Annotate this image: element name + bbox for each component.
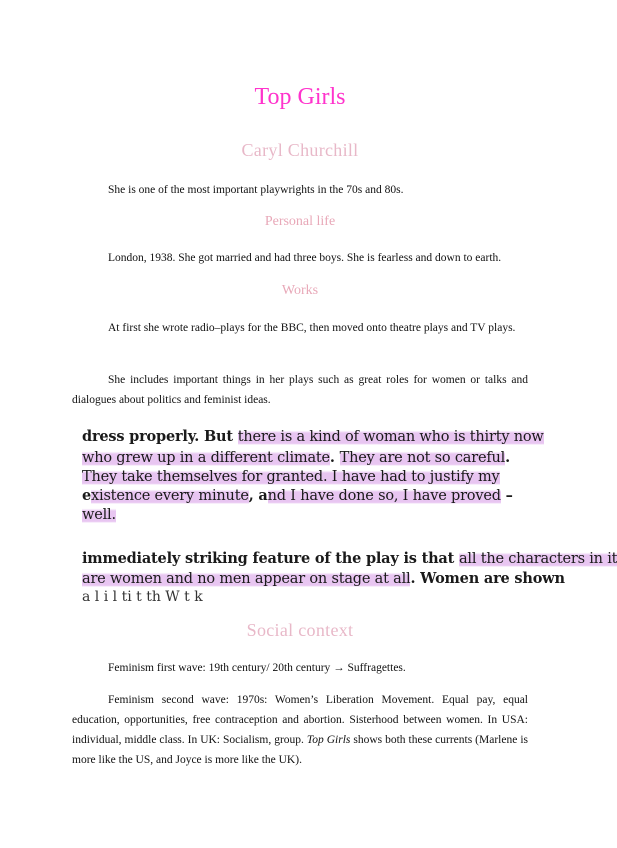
works-text-2: She includes important things in her plays such as great roles for women or talks and dialogues about politics and feminist ideas. xyxy=(72,374,528,406)
works-paragraph-2 xyxy=(72,370,528,410)
excerpt1-line-1: dress properly. But there is a kind of woman who is thirty now xyxy=(82,428,544,445)
highlight: xistence every minute xyxy=(91,488,249,504)
highlight: nd I have done so, I xyxy=(267,488,413,504)
highlight: well. xyxy=(82,507,116,523)
excerpt2-cut-bottom: a l i l ti t th W t k xyxy=(82,589,203,605)
social-context-text-1: Feminism first wave: 19th century/ 20th century → Suffragettes. xyxy=(108,662,406,674)
social-context-heading: Social context xyxy=(246,620,354,640)
works-text-1: At first she wrote radio–plays for the BBC, then moved onto theatre plays and TV plays. xyxy=(108,322,516,334)
excerpt1-line-2: who grew up in a different climate. They are not so careful. xyxy=(82,449,510,466)
intro-text: She is one of the most important playwrights in the 70s and 80s. xyxy=(108,184,404,196)
highlight: all the characters in it xyxy=(458,551,617,567)
highlight: have proved xyxy=(412,488,501,504)
highlight: who grew up in a different climate xyxy=(82,450,330,466)
social-context-text-2b: shows both these currents (Marlene is more like the US, and Joyce is more like the UK). xyxy=(72,734,528,766)
social-context-paragraph-1 xyxy=(72,658,528,678)
personal-life-text: London, 1938. She got married and had three boys. She is fearless and down to earth. xyxy=(108,252,502,264)
excerpt1-line-5 xyxy=(82,506,116,523)
highlight: there is a kind of woman who is thirty now xyxy=(237,429,544,445)
excerpt1-line-3 xyxy=(82,468,500,485)
personal-life-heading: Personal life xyxy=(264,214,336,229)
social-context-text-2a: Feminism second wave: 1970s: Women’s Liberation Movement. Equal pay, equal education, opportunities, free contraception and abortion. Sisterhood between women. In USA: individual, middle class. In UK: Socialism, group. xyxy=(72,694,528,746)
personal-life-paragraph xyxy=(72,248,528,268)
document-title: Top Girls xyxy=(254,84,346,110)
author-heading: Caryl Churchill xyxy=(241,140,359,160)
excerpt2-cut-top xyxy=(82,536,502,542)
social-context-paragraph-2 xyxy=(72,690,528,770)
intro-paragraph xyxy=(72,180,528,200)
highlight: They are not so careful xyxy=(339,450,506,466)
excerpt2-line-2: are women and no men appear on stage at all. Women are shown xyxy=(82,570,565,587)
excerpt1-line-4: existence every minute, and I have done so, I have proved – xyxy=(82,487,513,504)
works-heading: Works xyxy=(281,283,319,298)
highlight: are women and no men appear on stage at all xyxy=(82,571,411,587)
works-paragraph-1 xyxy=(72,318,528,338)
excerpt2-line-1: immediately striking feature of the play is that all the characters in it xyxy=(82,550,617,567)
highlight: They take themselves for granted. I have had to justify my xyxy=(82,469,500,485)
play-title: Top Girls xyxy=(306,734,351,746)
